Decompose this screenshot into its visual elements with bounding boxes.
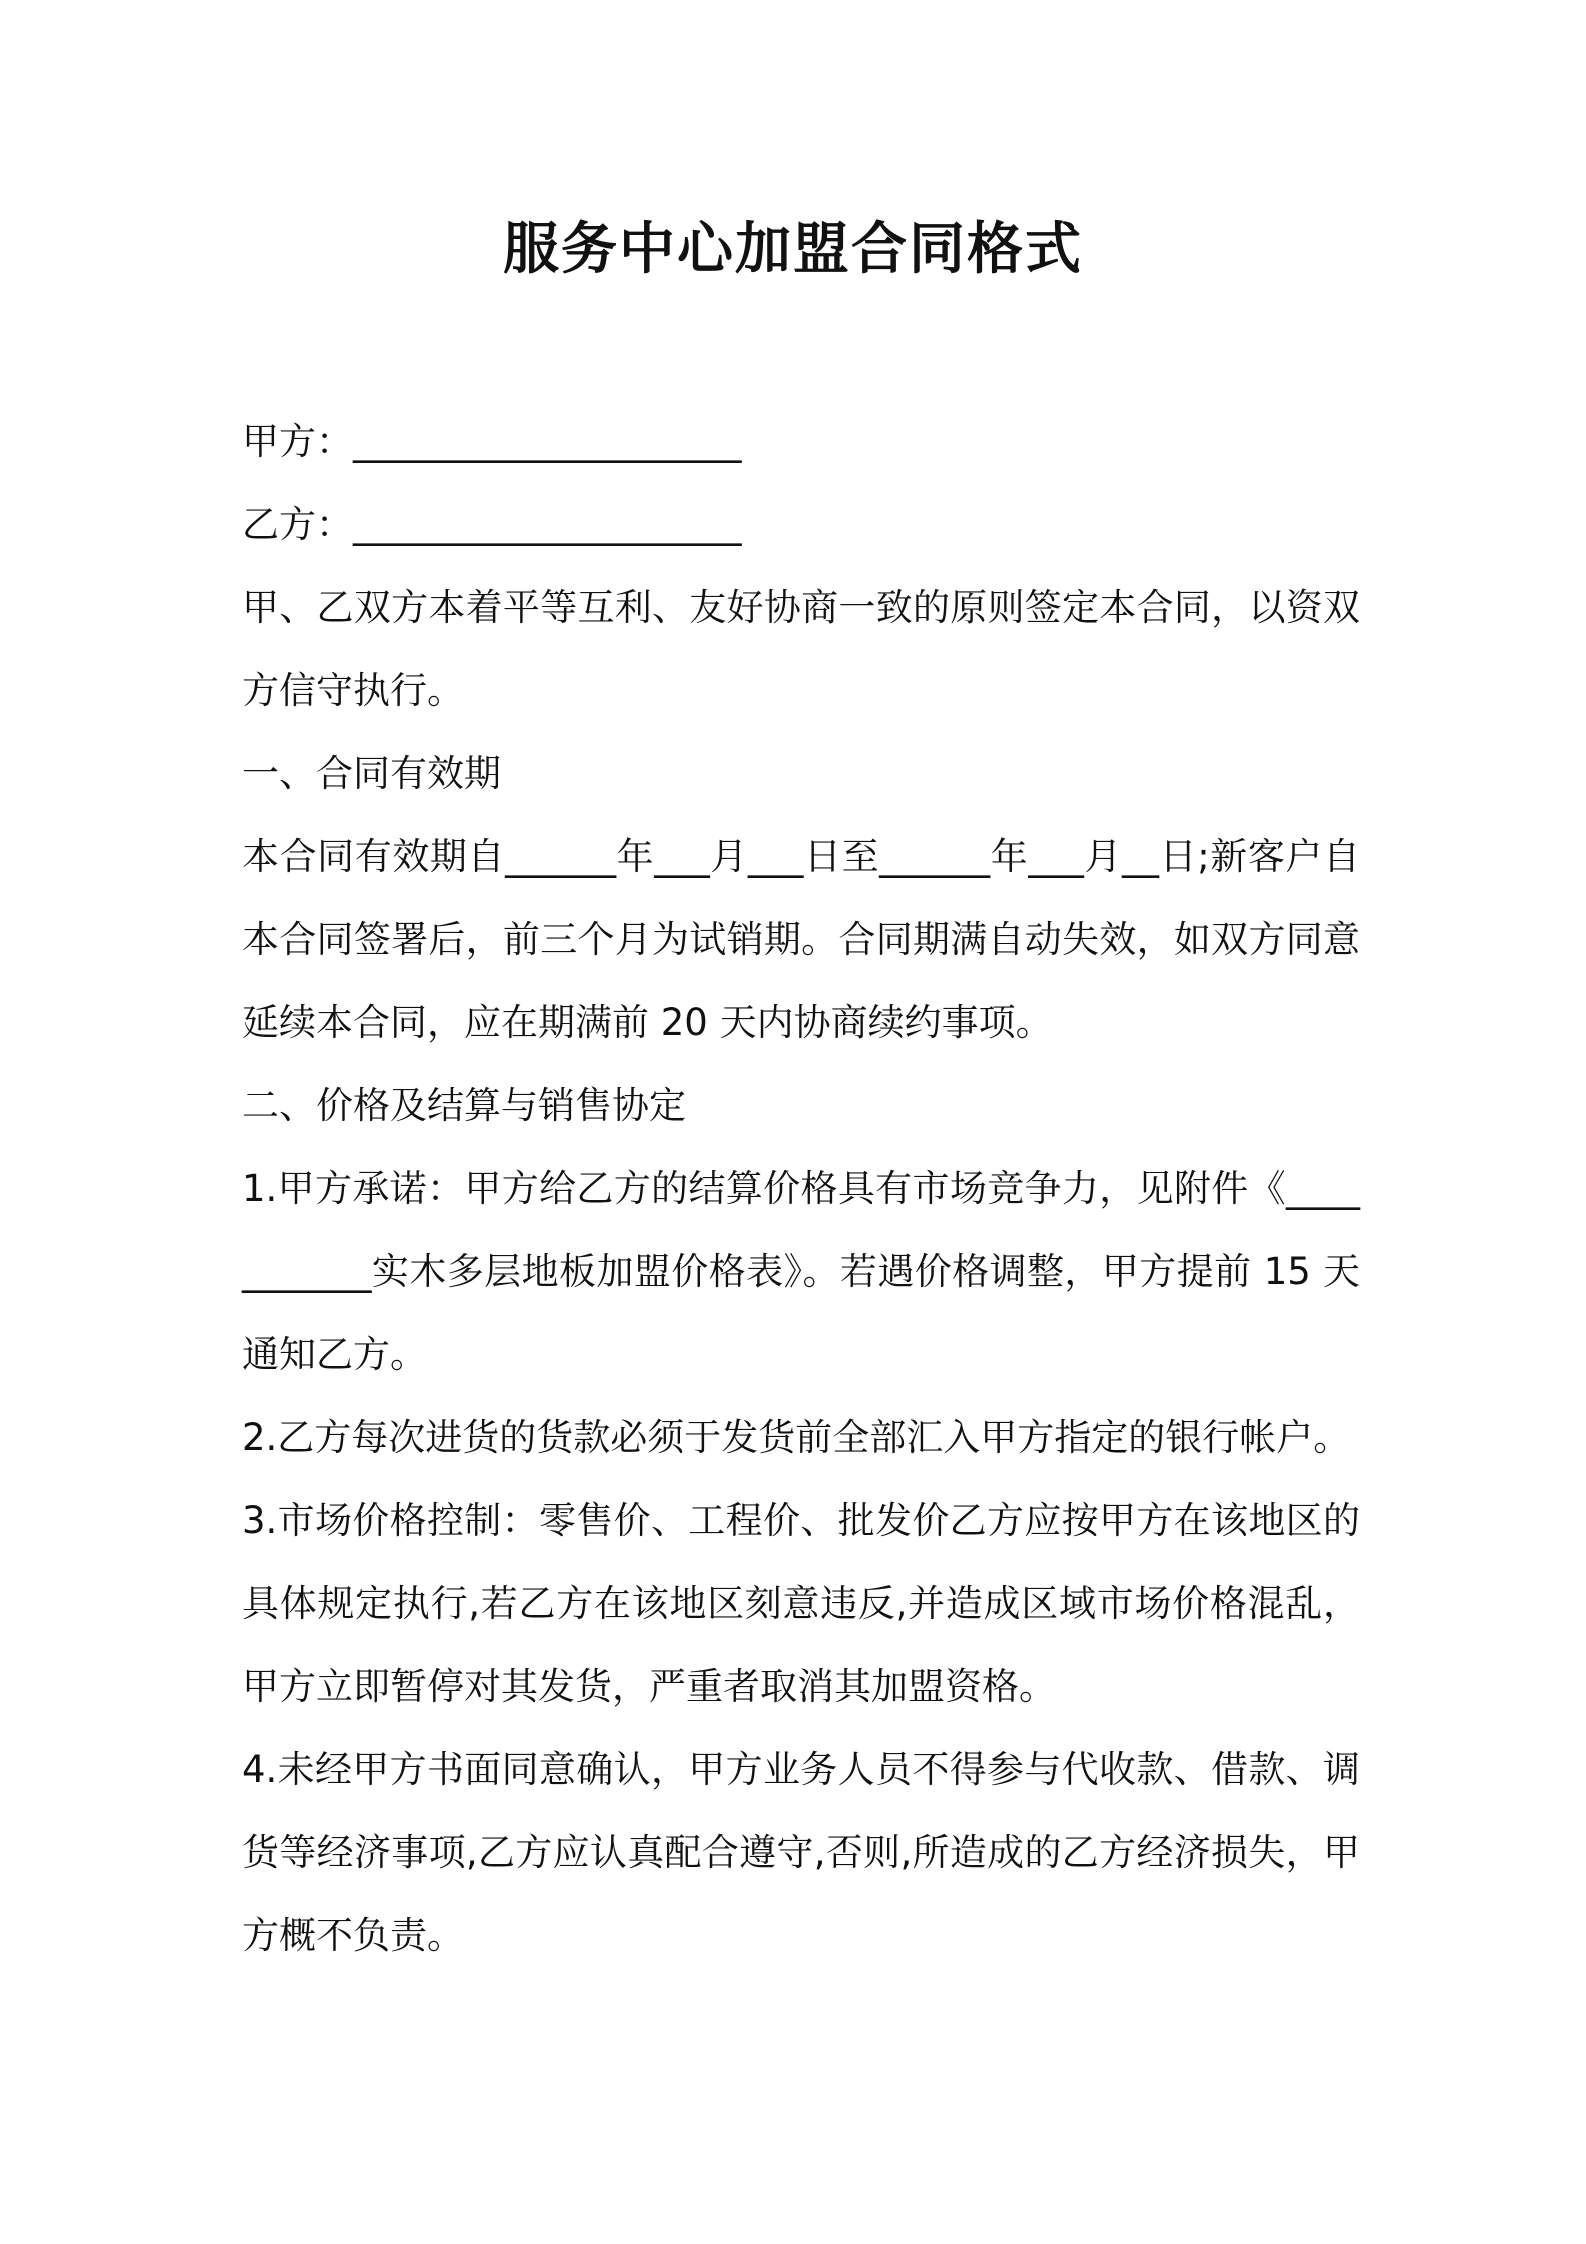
document-body: [242, 400, 1360, 1977]
section-heading-pricing: 二、价格及结算与销售协定: [242, 1084, 686, 1127]
clause-3: 3.市场价格控制：零售价、工程价、批发价乙方应按甲方在该地区的具体规定执行,若乙方在该地区刻意违反,并造成区域市场价格混乱，甲方立即暂停对其发货，严重者取消其加盟资格。: [242, 1499, 1360, 1708]
preamble-paragraph: 甲、乙双方本着平等互利、友好协商一致的原则签定本合同，以资双方信守执行。: [242, 586, 1360, 712]
clause-2: 2.乙方每次进货的货款必须于发货前全部汇入甲方指定的银行帐户。: [242, 1416, 1351, 1459]
clause-1: 1.甲方承诺：甲方给乙方的结算价格具有市场竞争力，见附件《___________实木多层地板加盟价格表》。若遇价格调整，甲方提前 15 天通知乙方。: [242, 1167, 1360, 1376]
section-heading-validity: 一、合同有效期: [242, 752, 501, 795]
validity-paragraph: 本合同有效期自______年___月___日至______年___月__日;新客户自本合同签署后，前三个月为试销期。合同期满自动失效，如双方同意延续本合同，应在期满前 20 天内协商续约事项。: [242, 835, 1360, 1044]
document-title: 服务中心加盟合同格式: [503, 217, 1083, 282]
clause-4: 4.未经甲方书面同意确认，甲方业务人员不得参与代收款、借款、调货等经济事项,乙方应认真配合遵守,否则,所造成的乙方经济损失，甲方概不负责。: [242, 1748, 1360, 1957]
party-a-line: 甲方：_____________________: [242, 420, 742, 463]
party-b-line: 乙方：_____________________: [242, 503, 742, 546]
